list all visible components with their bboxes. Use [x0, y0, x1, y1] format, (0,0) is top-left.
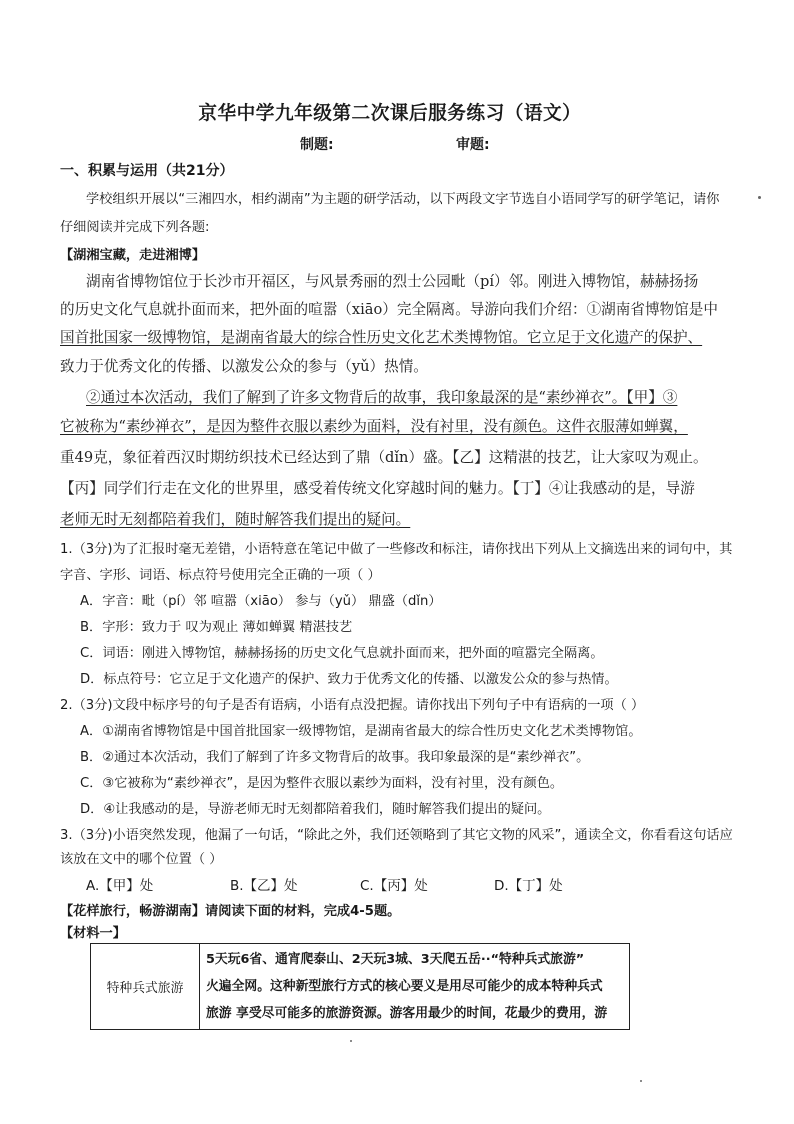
- material-table-body: [200, 944, 630, 1030]
- material-line: 5天玩6省、通宵爬泰山、2天玩3城、3天爬五岳··“特种兵式旅游”: [206, 952, 585, 967]
- question-3-option-d[interactable]: D.【丁】处: [494, 878, 563, 894]
- question-2-option-c[interactable]: C．③它被称为“素纱禅衣”，是因为整件衣服以素纱为面料，没有衬里，没有颜色。: [80, 776, 564, 791]
- page-title: 京华中学九年级第二次课后服务练习（语文）: [198, 102, 582, 124]
- material-label: 【材料一】: [60, 926, 126, 941]
- question-1-stem: 1.（3分)为了汇报时毫无差错，小语特意在笔记中做了一些修改和标注，请你找出下列从上文摘选出来的词句中，其: [60, 542, 733, 557]
- scan-speck: [758, 196, 761, 199]
- underlined-sentence-3: 它被称为“素纱禅衣”，是因为整件衣服以素纱为面料，没有衬里，没有颜色。这件衣服薄如蝉翼，: [60, 418, 688, 435]
- question-3-option-c[interactable]: C.【丙】处: [360, 878, 428, 894]
- question-3-stem: 3.（3分)小语突然发现，他漏了一句话，“除此之外，我们还领略到了其它文物的风采”，通读全文，你看看这句话应: [60, 828, 733, 843]
- section-title: 一、积累与运用（共21分）: [60, 163, 234, 179]
- author-label: 制题:: [300, 137, 334, 153]
- intro-line: 学校组织开展以“三湘四水，相约湖南”为主题的研学活动，以下两段文字节选自小语同学写的研学笔记，请你: [86, 192, 720, 207]
- question-3-stem: 该放在文中的哪个位置（ ）: [60, 852, 223, 867]
- question-2-option-a[interactable]: A．①湖南省博物馆是中国首批国家一级博物馆，是湖南省最大的综合性历史文化艺术类博物馆。: [80, 724, 642, 739]
- material-table-label: 特种兵式旅游: [91, 944, 200, 1030]
- reviewer-label: 审题:: [456, 137, 490, 153]
- question-1-option-d[interactable]: D．标点符号：它立足于文化遗产的保护、致力于优秀文化的传播、以激发公众的参与热情。: [80, 672, 618, 687]
- question-2-stem: 2.（3分)文段中标序号的句子是否有语病，小语有点没把握。请你找出下列句子中有语病的一项（ ）: [60, 698, 645, 713]
- underlined-sentence-2: ②通过本次活动，我们了解到了许多文物背后的故事，我印象最深的是“素纱禅衣”。【甲】③: [86, 389, 678, 406]
- intro-line: 仔细阅读并完成下列各题:: [60, 220, 210, 235]
- scan-speck: [350, 1040, 352, 1042]
- question-1-option-c[interactable]: C．词语：刚进入博物馆，赫赫扬扬的历史文化气息就扑面而来，把外面的喧嚣完全隔离。: [80, 646, 604, 661]
- material-table: [90, 943, 630, 1030]
- underlined-sentence-1: 国首批国家一级博物馆，是湖南省最大的综合性历史文化艺术类博物馆。它立足于文化遗产的保护、: [60, 329, 703, 346]
- passage-line: 湖南省博物馆位于长沙市开福区，与风景秀丽的烈士公园毗（pí）邻。刚进入博物馆，赫赫扬扬: [86, 273, 699, 290]
- scan-speck: [640, 1080, 642, 1082]
- section-2-header: 【花样旅行，畅游湖南】请阅读下面的材料，完成4-5题。: [60, 904, 401, 919]
- material-line: 旅游 享受尽可能多的旅游资源。游客用最少的时间，花最少的费用，游: [206, 1006, 608, 1021]
- passage-line: 【丙】同学们行走在文化的世界里，感受着传统文化穿越时间的魅力。【丁】④让我感动的是，导游: [60, 480, 695, 497]
- passage-line: 致力于优秀文化的传播、以激发公众的参与（yǔ）热情。: [60, 358, 428, 375]
- question-1-option-a[interactable]: A．字音：毗（pí）邻 喧嚣（xiāo） 参与（yǔ） 鼎盛（dǐn）: [80, 594, 442, 609]
- question-2-option-d[interactable]: D．④让我感动的是，导游老师无时无刻都陪着我们，随时解答我们提出的疑问。: [80, 802, 551, 817]
- passage-line: 重49克，象征着西汉时期纺织技术已经达到了鼎（dǐn）盛。【乙】这精湛的技艺，让大家叹为观止。: [60, 449, 708, 466]
- passage-line: [60, 326, 702, 347]
- question-1-stem: 字音、字形、词语、标点符号使用完全正确的一项（ ）: [60, 568, 381, 583]
- passage-line: 的历史文化气息就扑面而来，把外面的喧嚣（xiāo）完全隔离。导游向我们介绍：①湖南省博物馆是中: [60, 301, 718, 318]
- passage-header: 【湖湘宝藏，走进湘博】: [60, 248, 206, 263]
- question-2-option-b[interactable]: B．②通过本次活动，我们了解到了许多文物背后的故事。我印象最深的是“素纱禅衣”。: [80, 750, 590, 765]
- question-1-option-b[interactable]: B．字形：致力于 叹为观止 薄如蝉翼 精湛技艺: [80, 620, 353, 635]
- material-line: 火遍全网。这种新型旅行方式的核心要义是用尽可能少的成本特种兵式: [206, 979, 603, 994]
- question-3-option-b[interactable]: B.【乙】处: [230, 878, 298, 894]
- underlined-sentence-4: 老师无时无刻都陪着我们，随时解答我们提出的疑问。: [60, 511, 411, 528]
- question-3-option-a[interactable]: A.【甲】处: [86, 878, 154, 894]
